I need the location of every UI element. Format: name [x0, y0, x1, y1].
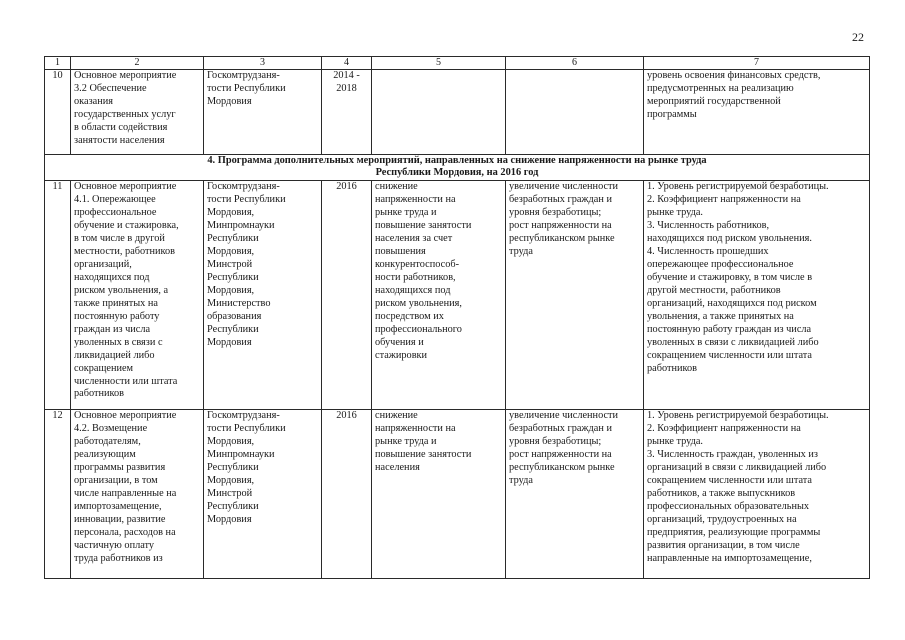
cell-line: другой местности, работников [647, 284, 781, 296]
cell-line: Минстрой [207, 258, 253, 270]
cell-line: рынке труда. [647, 206, 703, 218]
period-cell [322, 70, 372, 155]
consequence-cell [506, 409, 644, 578]
cell-line: сокращением [74, 362, 134, 374]
cell-line: Республики [207, 323, 259, 335]
cell-line: организаций, [74, 258, 132, 270]
cell-line: Республики [207, 232, 259, 244]
cell-line: Мордовия [207, 513, 252, 525]
cell-line: 2. Коэффициент напряженности на [647, 193, 801, 205]
cell-line: граждан из числа [74, 323, 151, 335]
cell-line: 1. Уровень регистрируемой безработицы. [647, 409, 829, 421]
indicator-cell [644, 180, 870, 409]
cell-line: 4.2. Возмещение [74, 422, 148, 434]
cell-line: уровня безработицы; [509, 435, 602, 447]
expected-result-cell [372, 70, 506, 155]
cell-line: предприятия, реализующие программы [647, 526, 821, 538]
cell-line: сокращением численности или штата [647, 349, 812, 361]
cell-line: работников, а также выпускников [647, 487, 796, 499]
event-cell [71, 180, 204, 409]
cell-line: тости Республики [207, 422, 286, 434]
column-number: 1 [45, 57, 71, 70]
program-table [44, 56, 870, 579]
column-number: 6 [506, 57, 644, 70]
cell-line: опережающее профессиональное [647, 258, 794, 270]
cell-line: Мордовия, [207, 206, 255, 218]
cell-line: государственных услуг [74, 108, 176, 120]
column-number: 2 [71, 57, 204, 70]
cell-line: направленные на импортозамещение, [647, 552, 812, 564]
cell-line: республиканском рынке [509, 461, 615, 473]
cell-line: численности или штата [74, 375, 178, 387]
event-cell [71, 409, 204, 578]
cell-line: Госкомтрудзаня- [207, 409, 280, 421]
cell-line: работников [647, 362, 697, 374]
row-number-cell: 12 [45, 409, 71, 578]
column-number: 4 [322, 57, 372, 70]
cell-line: образования [207, 310, 262, 322]
cell-line: уровень освоения финансовых средств, [647, 70, 821, 81]
cell-line: 3.2 Обеспечение [74, 82, 147, 94]
cell-line: Республики [207, 500, 259, 512]
cell-line: труда [509, 245, 533, 257]
cell-line: обучения и [375, 336, 424, 348]
indicator-cell [644, 409, 870, 578]
expected-result-cell [372, 180, 506, 409]
cell-line: предусмотренных на реализацию [647, 82, 794, 94]
row-number-cell: 11 [45, 180, 71, 409]
cell-line: повышение занятости [375, 448, 472, 460]
cell-line: в области содействия [74, 121, 168, 133]
cell-line: увеличение численности [509, 180, 619, 192]
cell-line: Республики [207, 461, 259, 473]
cell-line: оказания [74, 95, 113, 107]
cell-line: безработных граждан и [509, 422, 612, 434]
cell-line: 2016 [336, 180, 357, 192]
cell-line: программы [647, 108, 697, 120]
cell-line: ликвидацией либо [74, 349, 155, 361]
cell-line: труда работников из [74, 552, 163, 564]
cell-line: профессионального [375, 323, 462, 335]
consequence-cell [506, 180, 644, 409]
cell-line: уволенных в связи с ликвидацией либо [647, 336, 819, 348]
cell-line: увеличение численности [509, 409, 619, 421]
table-row [45, 409, 870, 578]
cell-line: Минпромнауки [207, 219, 275, 231]
section-heading [45, 155, 870, 181]
cell-line: Основное мероприятие [74, 409, 177, 421]
cell-line: находящихся под [74, 271, 150, 283]
cell-line: снижение [375, 180, 418, 192]
cell-line: рост напряженности на [509, 219, 612, 231]
cell-line: конкурентоспособ- [375, 258, 460, 270]
cell-line: постоянную работу граждан из числа [647, 323, 812, 335]
cell-line: населения [375, 461, 420, 473]
section-heading-line: Республики Мордовия, на 2016 год [375, 167, 539, 179]
cell-line: сокращением численности или штата [647, 474, 812, 486]
cell-line: посредством их [375, 310, 444, 322]
cell-line: республиканском рынке [509, 232, 615, 244]
cell-line: Министерство [207, 297, 271, 309]
cell-line: Минпромнауки [207, 448, 275, 460]
cell-line: повышения [375, 245, 426, 257]
cell-line: местности, работников [74, 245, 176, 257]
cell-line: Мордовия, [207, 245, 255, 257]
row-number-cell: 10 [45, 70, 71, 155]
cell-line: 4.1. Опережающее [74, 193, 156, 205]
cell-line: профессиональное [74, 206, 157, 218]
cell-line: реализующим [74, 448, 136, 460]
expected-result-cell [372, 409, 506, 578]
consequence-cell [506, 70, 644, 155]
cell-line: снижение [375, 409, 418, 421]
cell-line: Основное мероприятие [74, 70, 177, 81]
cell-line: 1. Уровень регистрируемой безработицы. [647, 180, 829, 192]
executor-cell [204, 409, 322, 578]
cell-line: организаций в связи с ликвидацией либо [647, 461, 827, 473]
cell-line: Мордовия [207, 95, 252, 107]
cell-line: 2018 [336, 82, 357, 94]
cell-line: находящихся под риском увольнения. [647, 232, 812, 244]
period-cell [322, 409, 372, 578]
cell-line: 2. Коэффициент напряженности на [647, 422, 801, 434]
cell-line: Госкомтрудзаня- [207, 70, 280, 81]
cell-line: безработных граждан и [509, 193, 612, 205]
cell-line: Основное мероприятие [74, 180, 177, 192]
cell-line: 2016 [336, 409, 357, 421]
cell-line: находящихся под [375, 284, 451, 296]
table-row [45, 70, 870, 155]
table-row [45, 180, 870, 409]
indicator-cell [644, 70, 870, 155]
cell-line: риском увольнения, а [74, 284, 169, 296]
cell-line: частичную оплату [74, 539, 155, 551]
event-cell [71, 70, 204, 155]
cell-line: труда [509, 474, 533, 486]
cell-line: Госкомтрудзаня- [207, 180, 280, 192]
cell-line: напряженности на [375, 422, 456, 434]
cell-line: развития организации, в том числе [647, 539, 800, 551]
column-number: 3 [204, 57, 322, 70]
cell-line: персонала, расходов на [74, 526, 176, 538]
cell-line: населения за счет [375, 232, 453, 244]
cell-line: рынке труда. [647, 435, 703, 447]
executor-cell [204, 70, 322, 155]
cell-line: организаций, трудоустроенных на [647, 513, 797, 525]
cell-line: 3. Численность граждан, уволенных из [647, 448, 818, 460]
cell-line: повышение занятости [375, 219, 472, 231]
page-number: 22 [852, 30, 864, 44]
cell-line: 3. Численность работников, [647, 219, 770, 231]
cell-line: риском увольнения, [375, 297, 462, 309]
column-number: 7 [644, 57, 870, 70]
cell-line: Республики [207, 271, 259, 283]
cell-line: стажировки [375, 349, 428, 361]
cell-line: рынке труда и [375, 435, 437, 447]
section-heading-line: 4. Программа дополнительных мероприятий, направленных на снижение напряженности на рынке труда [207, 155, 707, 166]
executor-cell [204, 180, 322, 409]
cell-line: уровня безработицы; [509, 206, 602, 218]
cell-line: 4. Численность прошедших [647, 245, 769, 257]
cell-line: уволенных в связи с [74, 336, 163, 348]
cell-line: увольнения, а также принятых на [647, 310, 794, 322]
section-heading-row [45, 155, 870, 181]
cell-line: обучение и стажировка, [74, 219, 179, 231]
cell-line: импортозамещение, [74, 500, 162, 512]
cell-line: занятости населения [74, 134, 165, 146]
cell-line: тости Республики [207, 193, 286, 205]
cell-line: постоянную работу [74, 310, 160, 322]
cell-line: Мордовия, [207, 284, 255, 296]
cell-line: мероприятий государственной [647, 95, 781, 107]
cell-line: числе направленные на [74, 487, 177, 499]
cell-line: работодателям, [74, 435, 141, 447]
cell-line: тости Республики [207, 82, 286, 94]
cell-line: ности работников, [375, 271, 456, 283]
cell-line: напряженности на [375, 193, 456, 205]
cell-line: рынке труда и [375, 206, 437, 218]
cell-line: обучение и стажировку, в том числе в [647, 271, 813, 283]
cell-line: профессиональных образовательных [647, 500, 810, 512]
cell-line: инновации, развитие [74, 513, 166, 525]
period-cell [322, 180, 372, 409]
cell-line: организаций, находящихся под риском [647, 297, 817, 309]
cell-line: также принятых на [74, 297, 158, 309]
column-number-row [45, 57, 870, 70]
cell-line: программы развития [74, 461, 166, 473]
cell-line: Мордовия [207, 336, 252, 348]
cell-line: Мордовия, [207, 474, 255, 486]
cell-line: Минстрой [207, 487, 253, 499]
cell-line: Мордовия, [207, 435, 255, 447]
cell-line: рост напряженности на [509, 448, 612, 460]
cell-line: 2014 - [333, 70, 360, 81]
column-number: 5 [372, 57, 506, 70]
cell-line: организации, в том [74, 474, 158, 486]
cell-line: работников [74, 388, 124, 400]
cell-line: в том числе в другой [74, 232, 165, 244]
